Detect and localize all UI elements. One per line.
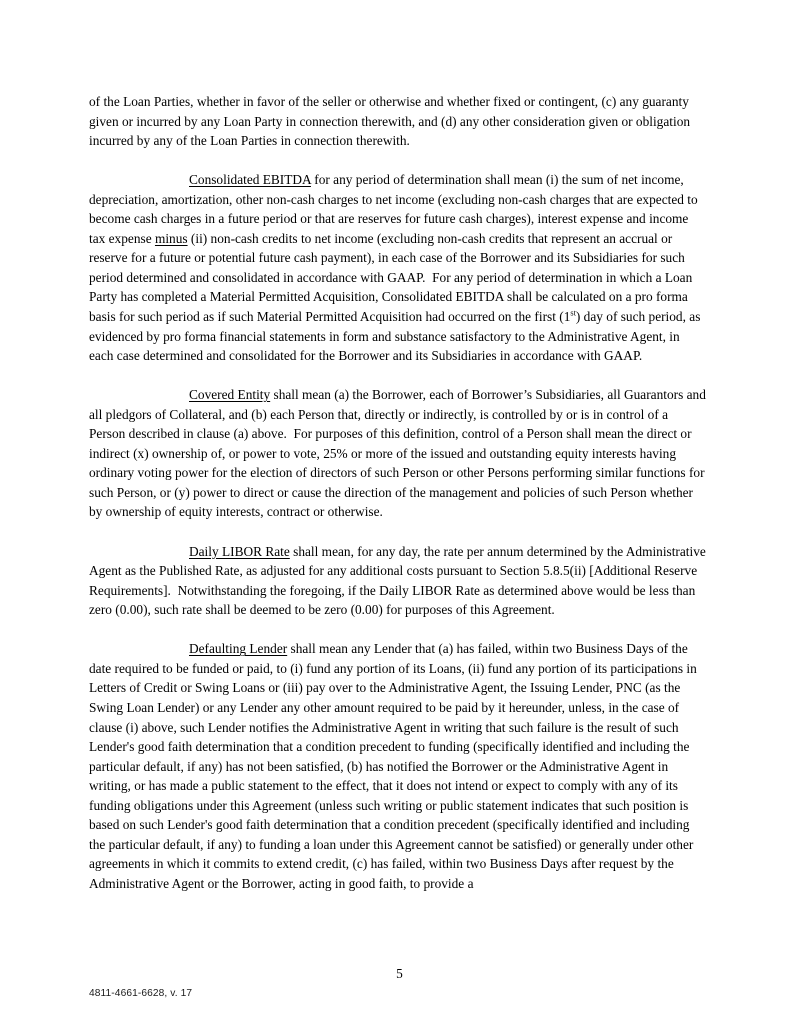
paragraph-defaulting-lender <box>89 639 706 893</box>
defined-term-daily-libor-rate: Daily LIBOR Rate <box>189 543 290 559</box>
paragraph-daily-libor-rate <box>89 542 709 620</box>
paragraph-consolidated-ebitda <box>89 170 706 365</box>
paragraph-covered-entity <box>89 385 710 522</box>
page-number: 5 <box>396 966 403 981</box>
document-id-footer: 4811-4661-6628, v. 17 <box>89 988 193 999</box>
paragraph-text: of the Loan Parties, whether in favor of the seller or otherwise and whether fixed or contingent, (c) any guaranty given or incurred by any Loan Party in connection therewith, and (d) any other consideration given or obligation incurred by any of the Loan Parties in connection therewith. <box>89 94 694 149</box>
defined-term-covered-entity: Covered Entity <box>189 387 271 403</box>
defined-term-consolidated-ebitda: Consolidated EBITDA <box>189 172 311 188</box>
document-body <box>89 92 710 893</box>
inline-term-minus: minus <box>154 230 188 246</box>
paragraph-text-part-1: for any period of determination shall mean (i) the sum of net income, depreciation, amortization, other non-cash charges to net income (excluding non-cash charges that are expected to become cash charges in a future period or that are reserves for future cash charges), interest expense and income tax expense <box>89 172 701 246</box>
paragraph-text: shall mean (a) the Borrower, each of Borrower’s Subsidiaries, all Guarantors and all pledgors of Collateral, and (b) each Person that, directly or indirectly, is controlled by or is in control of a Person described in clause (a) above. For purposes of this definition, control of a Person shall mean the direct or indirect (x) ownership of, or power to vote, 25% or more of the issued and outstanding equity interests having ordinary voting power for the election of directors of such Person or other Persons performing similar functions for such Person, or (y) power to direct or cause the direction of the management and policies of such Person whether by ownership of equity interests, contract or otherwise. <box>89 387 710 520</box>
paragraph-text: shall mean any Lender that (a) has failed, within two Business Days of the date required to be funded or paid, to (i) fund any portion of its Loans, (ii) fund any portion of its participations in Letters of Credit or Swing Loans or (iii) pay over to the Administrative Agent, the Issuing Lender, PNC (as the Swing Loan Lender) or any Lender any other amount required to be paid by it hereunder, unless, in the case of clause (i) above, such Lender notifies the Administrative Agent in writing that such failure is the result of such Lender's good faith determination that a condition precedent to funding (specifically identified and including the particular default, if any) has not been satisfied, (b) has notified the Borrower or the Administrative Agent in writing, or has made a public statement to the effect, that it does not intend or expect to comply with any of its funding obligations under this Agreement (unless such writing or public statement indicates that such position is based on such Lender's good faith determination that a condition precedent (specifically identified and including the particular default, if any) to funding a loan under this Agreement cannot be satisfied) or generally under other agreements in which it commits to extend credit, (c) has failed, within two Business Days after request by the Administrative Agent or the Borrower, acting in good faith, to provide a <box>89 641 701 891</box>
paragraph-continuation-loan-parties <box>89 92 706 151</box>
paragraph-text: shall mean, for any day, the rate per annum determined by the Administrative Agent as the Published Rate, as adjusted for any additional costs pursuant to Section 5.8.5(ii) [Additional Reserve Requirements]. Notwithstanding the foregoing, if the Daily LIBOR Rate as determined above would be less than zero (0.00), such rate shall be deemed to be zero (0.00) for purposes of this Agreement. <box>89 543 709 618</box>
ordinal-superscript-st: st <box>570 308 576 318</box>
defined-term-defaulting-lender: Defaulting Lender <box>189 641 288 657</box>
paragraph-text-part-3: ) day of such period, as evidenced by pro forma financial statements in form and substance satisfactory to the Administrative Agent, in each case determined and consolidated for the Borrower and its Subsidiaries in accordance with GAAP. <box>89 309 704 364</box>
paragraph-text-part-2: (ii) non-cash credits to net income (excluding non-cash credits that represent an accrual or reserve for a future or potential future cash payment), in each case of the Borrower and its Subsidiaries for such period determined and consolidated in accordance with GAAP. For any period of determination in which a Loan Party has completed a Material Permitted Acquisition, Consolidated EBITDA shall be calculated on a pro forma basis for such period as if such Material Permitted Acquisition had occurred on the first (1 <box>89 230 696 325</box>
